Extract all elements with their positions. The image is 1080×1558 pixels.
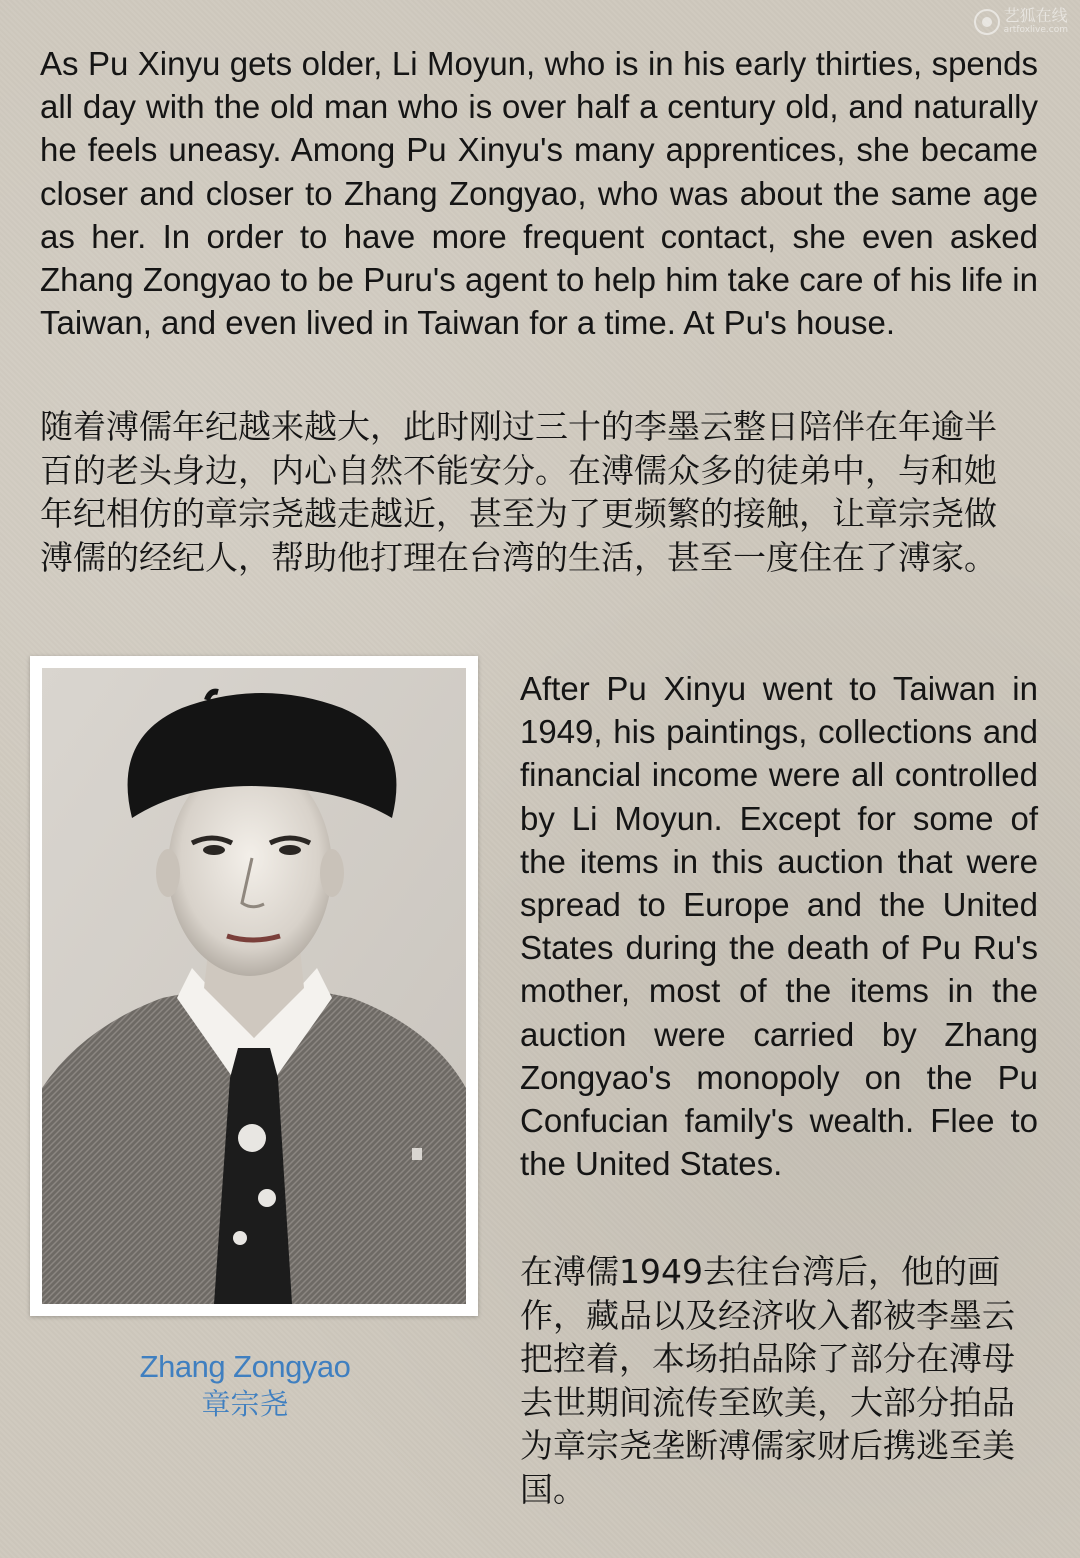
- watermark-logo-icon: [974, 9, 1000, 35]
- intro-paragraph-zh: 随着溥儒年纪越来越大，此时刚过三十的李墨云整日陪伴在年逾半百的老头身边，内心自然不能安分。在溥儒众多的徒弟中，与和她年纪相仿的章宗尧越走越近，甚至为了更频繁的接触，让章宗尧做溥儒的经纪人，帮助他打理在台湾的生活，甚至一度住在了溥家。: [40, 407, 997, 577]
- watermark-name: 艺狐在线: [1003, 6, 1068, 25]
- portrait-photo-frame: [30, 656, 478, 1316]
- portrait-photo: [42, 668, 466, 1304]
- photo-caption: [30, 1348, 460, 1422]
- intro-paragraph-en: As Pu Xinyu gets older, Li Moyun, who is in his early thirties, spends all day with the old man who is over half a century old, and naturally he feels uneasy. Among Pu Xinyu's many apprentices, she became closer and closer to Zhang Zongyao, who was about the same age as her. In order to have more frequent contact, she even asked Zhang Zongyao to be Puru's agent to help him take care of his life in Taiwan, and even lived in Taiwan for a time. At Pu's house.: [40, 45, 1038, 342]
- side-paragraph-en: After Pu Xinyu went to Taiwan in 1949, his paintings, collections and financial income were all controlled by Li Moyun. Except for some of the items in this auction that were spread to Europe and the United States during the death of Pu Ru's mother, most of the items in the auction were carried by Zhang Zongyao's monopoly on the Pu Confucian family's wealth. Flee to the United States.: [520, 670, 1038, 1183]
- side-paragraph-zh: 在溥儒1949去往台湾后，他的画作，藏品以及经济收入都被李墨云把控着，本场拍品除了部分在溥母去世期间流传至欧美，大部分拍品为章宗尧垄断溥儒家财后携逃至美国。: [520, 1252, 1015, 1509]
- watermark-text: [1004, 8, 1068, 35]
- watermark: [974, 8, 1068, 35]
- photo-caption-en: Zhang Zongyao: [139, 1349, 351, 1384]
- photo-caption-zh: 章宗尧: [201, 1387, 289, 1421]
- watermark-url: artfoxlive.com: [1003, 25, 1068, 35]
